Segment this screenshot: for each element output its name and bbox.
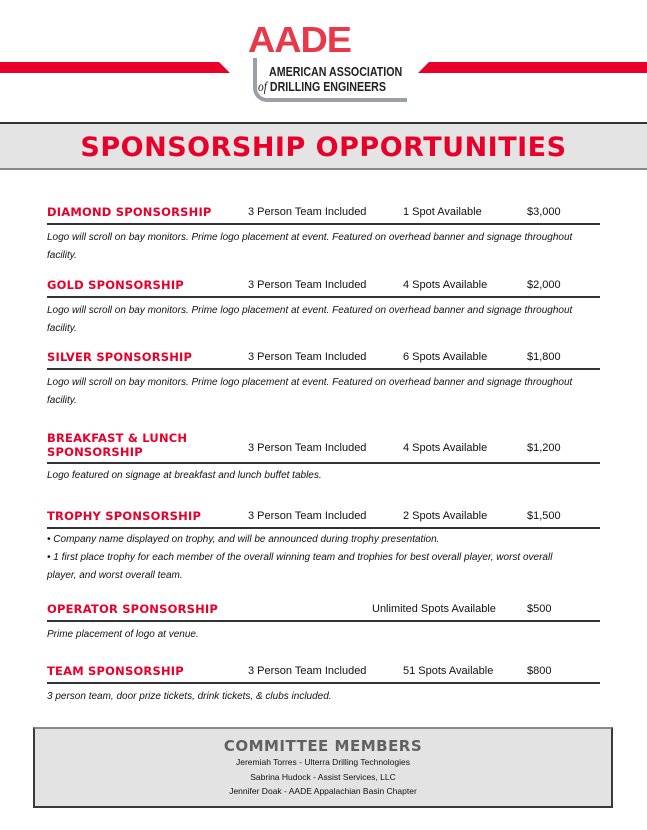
sponsorship-team	[47, 660, 600, 706]
sponsorship-breakfast-lunch	[47, 430, 600, 485]
sponsorship-description: Logo will scroll on bay monitors. Prime logo placement at event. Featured on overhead banner and signage throughout facility.	[47, 232, 573, 261]
sponsorship-name-line-1: BREAKFAST & LUNCH	[47, 431, 188, 445]
sponsorship-name: OPERATOR SPONSORSHIP	[47, 602, 219, 616]
sponsorship-bullet: • 1 first place trophy for each member of the overall winning team and trophies for best overall player, worst overall player, and worst overall team.	[47, 552, 553, 581]
sponsorship-team: 3 Person Team Included	[248, 665, 367, 677]
sponsorship-price: $1,500	[527, 510, 561, 522]
sponsorship-team: 3 Person Team Included	[248, 442, 367, 454]
sponsorship-price: $500	[527, 603, 552, 615]
sponsorship-header	[47, 274, 600, 298]
title-banner	[0, 122, 647, 170]
sponsorship-spots: 4 Spots Available	[403, 442, 488, 454]
sponsorship-price: $1,800	[527, 351, 561, 363]
logo-line-2-text: DRILLING ENGINEERS	[269, 79, 386, 94]
sponsorship-diamond	[47, 201, 600, 265]
sponsorship-price: $1,200	[527, 442, 561, 454]
sponsorship-header	[47, 660, 600, 684]
sponsorship-name: GOLD SPONSORSHIP	[47, 278, 184, 292]
page-title: SPONSORSHIP OPPORTUNITIES	[80, 132, 567, 163]
sponsorship-gold	[47, 274, 600, 338]
sponsorship-description: Logo will scroll on bay monitors. Prime logo placement at event. Featured on overhead banner and signage throughout facility.	[47, 305, 573, 334]
logo-line-2	[258, 80, 386, 95]
sponsorship-header	[47, 430, 600, 464]
sponsorship-description: Logo featured on signage at breakfast and lunch buffet tables.	[47, 470, 322, 481]
sponsorship-header	[47, 505, 600, 529]
sponsorship-team: 3 Person Team Included	[248, 206, 367, 218]
sponsorship-spots: Unlimited Spots Available	[372, 603, 496, 615]
sponsorship-name: TEAM SPONSORSHIP	[47, 664, 184, 678]
logo-acronym: AADE	[248, 19, 351, 60]
sponsorship-description: Logo will scroll on bay monitors. Prime logo placement at event. Featured on overhead banner and signage throughout facility.	[47, 377, 573, 406]
header-accent-bar-left	[0, 62, 230, 73]
committee-member: Jeremiah Torres - Ulterra Drilling Technologies	[235, 757, 410, 767]
header-accent-bar-right	[418, 62, 647, 73]
sponsorship-header	[47, 346, 600, 370]
committee-box	[33, 727, 613, 808]
sponsorship-team: 3 Person Team Included	[248, 351, 367, 363]
sponsorship-spots: 51 Spots Available	[403, 665, 494, 677]
committee-member: Jennifer Doak - AADE Appalachian Basin Chapter	[229, 786, 417, 796]
aade-logo	[240, 20, 420, 104]
committee-member: Sabrina Hudock - Assist Services, LLC	[250, 771, 396, 782]
committee-title: COMMITTEE MEMBERS	[223, 737, 423, 755]
sponsorship-price: $2,000	[527, 279, 561, 291]
sponsorship-name	[47, 431, 187, 459]
sponsorship-name: DIAMOND SPONSORSHIP	[47, 205, 212, 219]
sponsorship-trophy	[47, 505, 600, 585]
logo-of: of	[258, 80, 267, 95]
sponsorship-name: SILVER SPONSORSHIP	[47, 350, 193, 364]
sponsorship-header	[47, 201, 600, 225]
sponsorship-operator	[47, 598, 600, 644]
sponsorship-header	[47, 598, 600, 622]
sponsorship-spots: 6 Spots Available	[403, 351, 488, 363]
sponsorship-bullet: • Company name displayed on trophy, and will be announced during trophy presentation.	[47, 534, 440, 545]
sponsorship-description: 3 person team, door prize tickets, drink tickets, & clubs included.	[47, 691, 332, 702]
sponsorship-spots: 4 Spots Available	[403, 279, 488, 291]
logo-line-1: AMERICAN ASSOCIATION	[269, 64, 403, 79]
sponsorship-team: 3 Person Team Included	[248, 510, 367, 522]
sponsorship-name-line-2: SPONSORSHIP	[47, 445, 143, 459]
sponsorship-team: 3 Person Team Included	[248, 279, 367, 291]
sponsorship-price: $800	[527, 665, 552, 677]
sponsorship-silver	[47, 346, 600, 410]
sponsorship-description: Prime placement of logo at venue.	[47, 629, 199, 640]
sponsorship-name: TROPHY SPONSORSHIP	[47, 509, 202, 523]
sponsorship-spots: 1 Spot Available	[403, 206, 482, 218]
sponsorship-spots: 2 Spots Available	[403, 510, 488, 522]
sponsorship-price: $3,000	[527, 206, 561, 218]
